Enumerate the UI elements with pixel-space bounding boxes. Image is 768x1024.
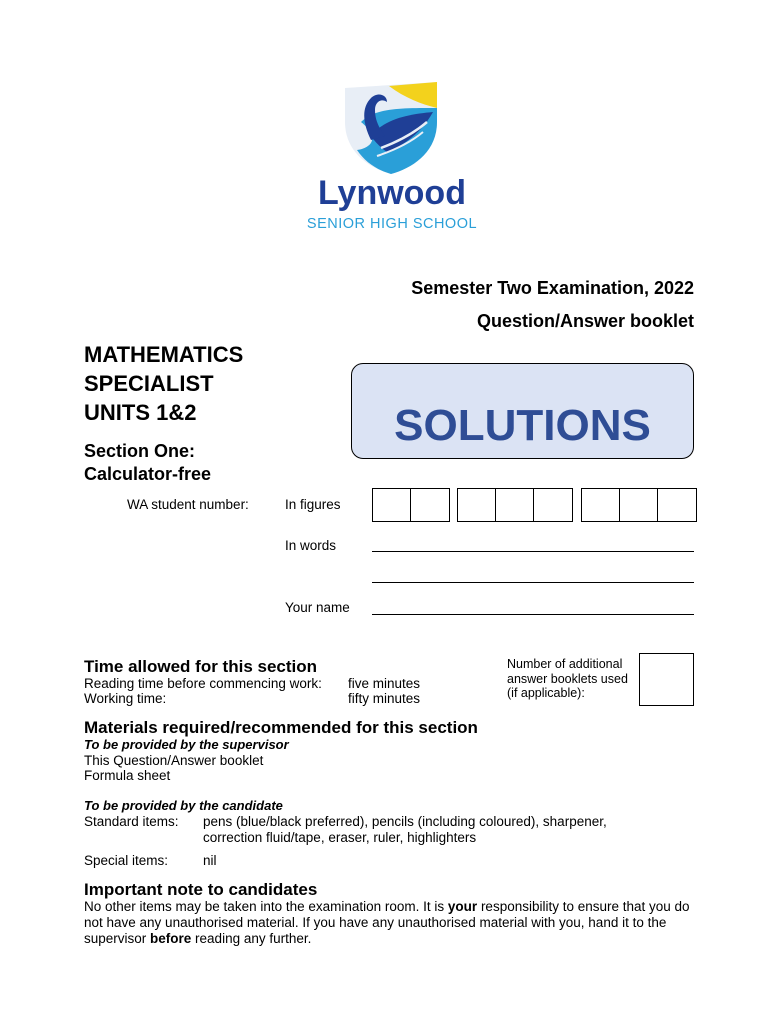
subject-line-2: SPECIALIST (84, 371, 214, 396)
special-items-label: Special items: (84, 853, 169, 868)
reading-time-value: five minutes (348, 676, 421, 691)
section-line-1: Section One: (84, 441, 196, 461)
digit-box[interactable] (458, 489, 496, 521)
your-name-line[interactable] (372, 614, 694, 615)
time-allowed-heading: Time allowed for this section (84, 657, 318, 676)
booklet-title: Question/Answer booklet (476, 311, 694, 331)
subject-line-1: MATHEMATICS (84, 342, 244, 367)
additional-booklets-box[interactable] (639, 653, 694, 706)
note-part: No other items may be taken into the examination room. It is (84, 899, 448, 914)
section-line-2: Calculator-free (84, 464, 212, 484)
subject-heading (84, 340, 243, 427)
digit-box[interactable] (411, 489, 449, 521)
school-name: Lynwood (318, 174, 466, 212)
additional-booklets-label (507, 657, 637, 701)
in-words-line-1[interactable] (372, 551, 694, 552)
note-emphasis: before (150, 931, 192, 946)
in-words-line-2[interactable] (372, 582, 694, 583)
additional-line-1: Number of additional (507, 657, 623, 671)
wa-student-number-label: WA student number: (127, 497, 249, 512)
supervisor-heading: To be provided by the supervisor (84, 737, 289, 752)
exam-title: Semester Two Examination, 2022 (411, 278, 694, 298)
student-number-group-2 (457, 488, 573, 522)
working-time-value: fifty minutes (348, 691, 421, 706)
digit-box[interactable] (373, 489, 411, 521)
standard-items-label: Standard items: (84, 814, 179, 829)
in-words-label: In words (285, 538, 337, 553)
digit-box[interactable] (496, 489, 534, 521)
subject-line-3: UNITS 1&2 (84, 400, 197, 425)
school-subtitle: SENIOR HIGH SCHOOL (306, 216, 478, 232)
student-number-group-1 (372, 488, 450, 522)
digit-box[interactable] (534, 489, 572, 521)
in-figures-label: In figures (285, 497, 341, 512)
special-items-text: nil (203, 853, 217, 868)
digit-box[interactable] (620, 489, 658, 521)
reading-time-label: Reading time before commencing work: (84, 676, 322, 691)
digit-box[interactable] (582, 489, 620, 521)
additional-line-2: answer booklets used (507, 671, 628, 686)
student-number-group-3 (581, 488, 697, 522)
school-logo (297, 78, 487, 238)
note-part: responsibility to ensure that you do not have any unauthorised material. If you have any unauthorised material with you, hand it to the supervisor (84, 899, 690, 946)
your-name-label: Your name (285, 600, 350, 615)
candidate-heading: To be provided by the candidate (84, 798, 283, 813)
important-note-text (84, 899, 699, 947)
solutions-text: SOLUTIONS (394, 401, 651, 450)
section-heading (84, 440, 211, 486)
additional-line-3: (if applicable): (507, 686, 585, 700)
note-part: reading any further. (191, 931, 312, 946)
digit-box[interactable] (658, 489, 696, 521)
materials-heading: Materials required/recommended for this section (84, 718, 478, 737)
supervisor-item: Formula sheet (84, 768, 171, 783)
important-note-heading: Important note to candidates (84, 880, 318, 899)
solutions-banner (351, 363, 694, 459)
note-emphasis: your (447, 899, 478, 914)
standard-items-text: pens (blue/black preferred), pencils (including coloured), sharpener, correction fluid/tape, eraser, ruler, highlighters (203, 814, 607, 845)
shield-crest-icon (341, 78, 441, 176)
working-time-label: Working time: (84, 691, 167, 706)
supervisor-item: This Question/Answer booklet (84, 753, 264, 768)
